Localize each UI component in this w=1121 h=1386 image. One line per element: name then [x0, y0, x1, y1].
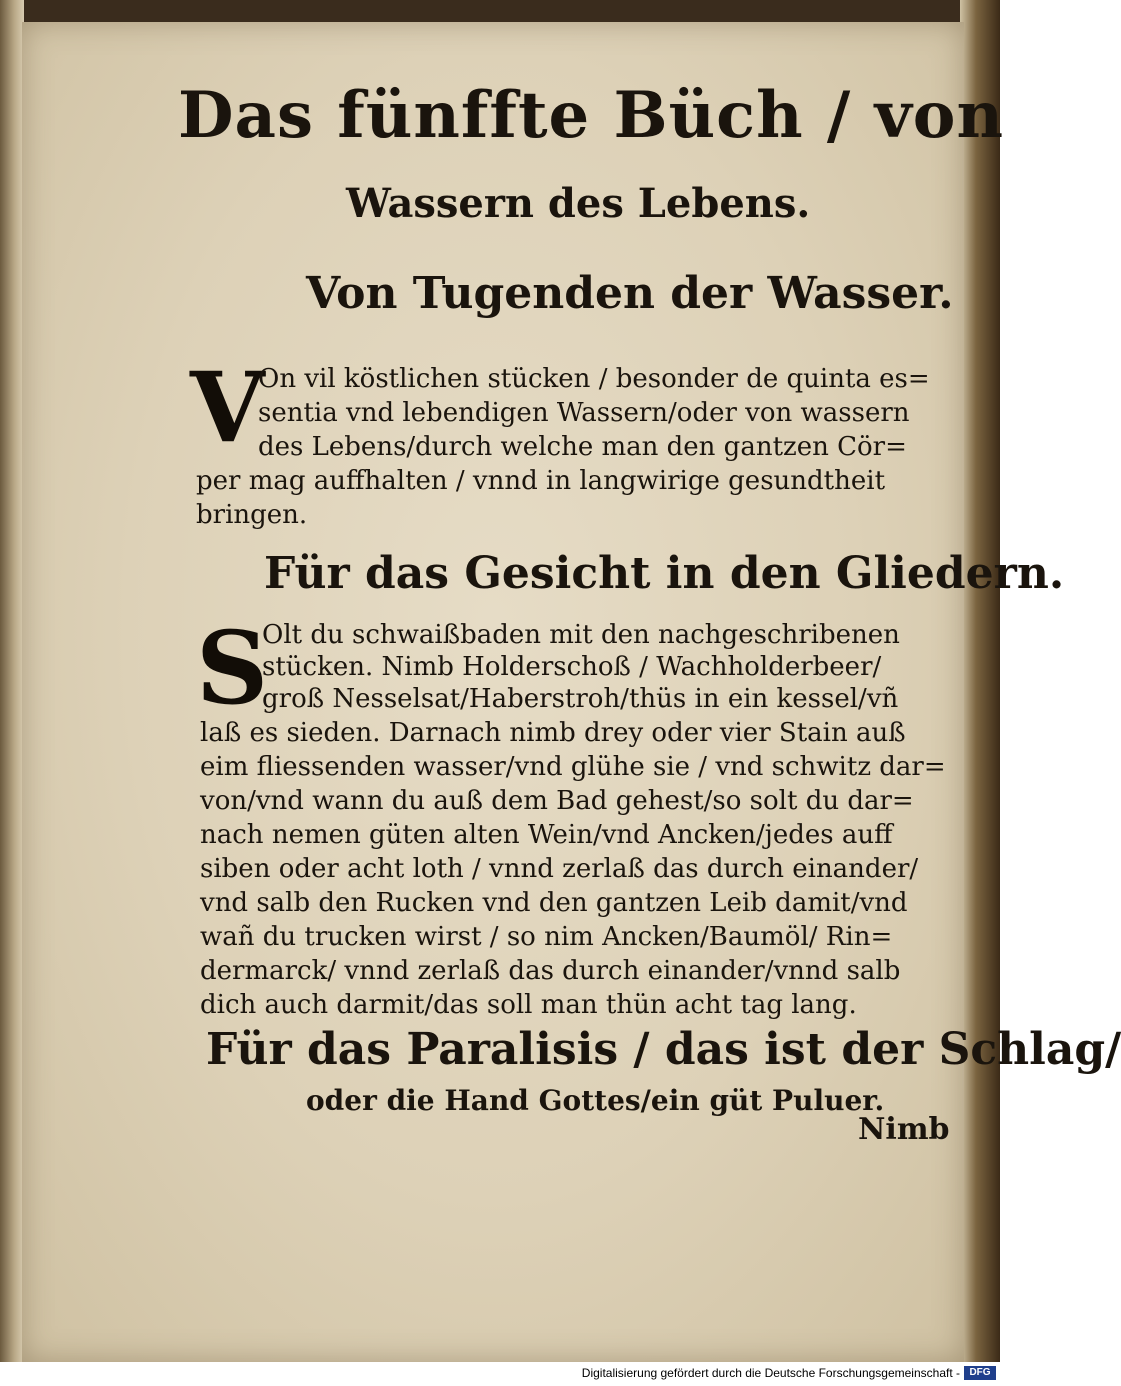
paragraph-2-line: Olt du schwaißbaden mit den nachgeschribenen [262, 620, 900, 650]
paragraph-2-line: vnd salb den Rucken vnd den gantzen Leib damit/vnd [200, 888, 908, 918]
paragraph-2-line: nach nemen güten alten Wein/vnd Ancken/jedes auff [200, 820, 893, 850]
section-heading-paralisis-subline: oder die Hand Gottes/ein güt Puluer. [306, 1084, 885, 1117]
paragraph-1-line: des Lebens/durch welche man den gantzen Cör= [258, 432, 907, 462]
book-edge-right [960, 0, 1000, 1362]
paragraph-1-line: sentia vnd lebendigen Wassern/oder von wassern [258, 398, 910, 428]
section-heading-paralisis: Für das Paralisis / das ist der Schlag/ [206, 1024, 1121, 1075]
page-title-line-1: Das fünffte Büch / von [178, 78, 1004, 153]
book-edge-left [0, 0, 24, 1362]
paragraph-1-line: On vil köstlichen stücken / besonder de quinta es= [258, 364, 930, 394]
paragraph-2-line: siben oder acht loth / vnnd zerlaß das durch einander/ [200, 854, 919, 884]
paragraph-2-line: dich auch darmit/das soll man thün acht tag lang. [200, 990, 857, 1020]
paragraph-2-line: eim fliessenden wasser/vnd glühe sie / vnd schwitz dar= [200, 752, 946, 782]
drop-cap-v: V [190, 351, 265, 464]
page-title-line-2: Wassern des Lebens. [346, 180, 811, 227]
catchword: Nimb [858, 1112, 950, 1147]
dfg-logo-icon: DFG [964, 1366, 996, 1380]
section-heading-gesicht: Für das Gesicht in den Gliedern. [264, 548, 1065, 599]
footer-credit: Digitalisierung gefördert durch die Deutsche Forschungsgemeinschaft - [581, 1366, 960, 1380]
drop-cap-s: S [196, 609, 269, 727]
paragraph-2-line: von/vnd wann du auß dem Bad gehest/so solt du dar= [200, 786, 914, 816]
paragraph-1-line: bringen. [196, 500, 308, 530]
paragraph-2-line: groß Nesselsat/Haberstroh/thüs in ein kessel/vñ [262, 684, 899, 714]
section-heading-tugenden: Von Tugenden der Wasser. [306, 268, 954, 319]
paragraph-2-line: laß es sieden. Darnach nimb drey oder vier Stain auß [200, 718, 906, 748]
footer-bar [0, 1362, 1000, 1386]
paragraph-2-line: dermarck/ vnnd zerlaß das durch einander/vnnd salb [200, 956, 901, 986]
paragraph-1-line: per mag auffhalten / vnnd in langwirige gesundtheit [196, 466, 886, 496]
paragraph-2-line: stücken. Nimb Holderschoß / Wachholderbeer/ [262, 652, 882, 682]
paragraph-2-line: wañ du trucken wirst / so nim Ancken/Baumöl/ Rin= [200, 922, 893, 952]
